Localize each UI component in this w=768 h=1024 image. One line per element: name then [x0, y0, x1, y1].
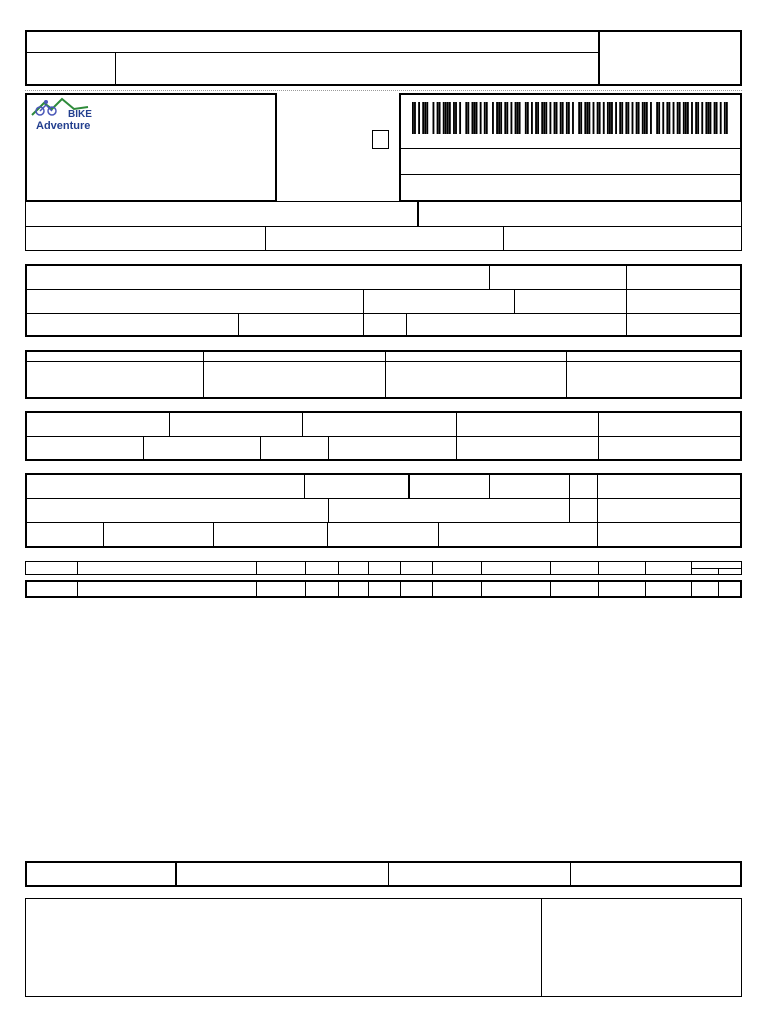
barcode-bar: [701, 102, 703, 134]
items-header-subline: [691, 568, 742, 569]
barcode-bar: [418, 102, 420, 134]
barcode-bar: [658, 102, 660, 134]
barcode-bar: [572, 102, 574, 134]
block-a-v1: [489, 264, 490, 289]
barcode-bar: [638, 102, 640, 134]
barcode-bar: [666, 102, 668, 134]
items-column-divider: [481, 580, 482, 598]
barcode-bar: [609, 102, 611, 134]
barcode-bar: [720, 102, 722, 134]
footer-notes-box: [25, 898, 742, 997]
barcode-bar: [673, 102, 675, 134]
items-column-divider: [256, 561, 257, 575]
barcode-bar: [484, 102, 486, 134]
items-column-divider: [400, 561, 401, 575]
barcode-bar: [465, 102, 467, 134]
barcode-bar: [656, 102, 658, 134]
barcode-bar: [724, 102, 726, 134]
barcode-bar: [545, 102, 547, 134]
items-column-divider: [432, 580, 433, 598]
block-a-line-1: [25, 289, 742, 290]
header-row-line: [25, 52, 599, 53]
items-header-row: [25, 561, 742, 575]
barcode-bar: [474, 102, 476, 134]
barcode-bar: [543, 102, 545, 134]
barcode-bar: [467, 102, 469, 134]
block-b-v1: [203, 350, 204, 399]
barcode-bar: [599, 102, 601, 134]
block-c-v2: [302, 411, 303, 436]
footer-v2: [388, 861, 389, 887]
barcode-bar: [603, 102, 605, 134]
barcode-bar: [691, 102, 693, 134]
barcode-bar: [726, 102, 728, 134]
items-column-divider: [598, 580, 599, 598]
barcode-bar: [541, 102, 543, 134]
block-a-v6: [363, 313, 364, 337]
barcode-bar: [525, 102, 527, 134]
barcode-bar: [677, 102, 679, 134]
barcode-bar: [588, 102, 590, 134]
items-column-divider: [645, 580, 646, 598]
barcode-bar: [642, 102, 644, 134]
footer-v3: [570, 861, 571, 887]
barcode-bar: [625, 102, 627, 134]
barcode-bar: [705, 102, 707, 134]
separator-line: [25, 90, 742, 91]
company-logo: [30, 95, 92, 135]
block-a-v5: [238, 313, 239, 337]
barcode-bar: [578, 102, 580, 134]
barcode-bar: [498, 102, 500, 134]
block-a-v4: [514, 289, 515, 313]
barcode-row-line-2: [399, 174, 742, 175]
barcode-bar: [621, 102, 623, 134]
barcode-bar: [472, 102, 474, 134]
header-box: [25, 30, 742, 86]
items-column-divider: [432, 561, 433, 575]
barcode-bar: [611, 102, 613, 134]
barcode-bar: [447, 102, 449, 134]
barcode-bar: [449, 102, 451, 134]
barcode-bar: [714, 102, 716, 134]
barcode-bar: [687, 102, 689, 134]
barcode-bar: [459, 102, 461, 134]
items-column-divider: [400, 580, 401, 598]
block-a-line-2: [25, 313, 742, 314]
footer-notes-divider: [541, 898, 542, 997]
items-column-divider: [305, 561, 306, 575]
barcode-bar: [646, 102, 648, 134]
header-sub-divider: [115, 52, 116, 86]
barcode-row-line-1: [399, 148, 742, 149]
barcode-bar: [584, 102, 586, 134]
barcode-bar: [662, 102, 664, 134]
block-d-v7: [103, 522, 104, 548]
barcode-bar: [619, 102, 621, 134]
block-d-v2: [408, 473, 410, 498]
barcode-bar: [568, 102, 570, 134]
barcode-bar: [554, 102, 556, 134]
barcode-bar: [453, 102, 455, 134]
barcode-bar: [644, 102, 646, 134]
block-b-v3: [566, 350, 567, 399]
block-c-line: [25, 436, 742, 437]
barcode-bar: [562, 102, 564, 134]
block-d-v8: [213, 522, 214, 548]
barcode-bar: [615, 102, 617, 134]
barcode-bar: [597, 102, 599, 134]
block-d-v1: [304, 473, 305, 498]
block-a: [25, 264, 742, 337]
block-d: [25, 473, 742, 548]
items-column-divider: [481, 561, 482, 575]
barcode-bar: [695, 102, 697, 134]
items-column-divider: [550, 580, 551, 598]
barcode-bar: [445, 102, 447, 134]
items-row: [25, 580, 742, 598]
barcode-bar: [519, 102, 521, 134]
barcode-bar: [515, 102, 517, 134]
items-column-divider: [645, 561, 646, 575]
items-column-divider: [77, 561, 78, 575]
barcode-bar: [527, 102, 529, 134]
barcode-bar: [492, 102, 494, 134]
items-column-divider: [598, 561, 599, 575]
block-b-v2: [385, 350, 386, 399]
barcode-bar: [650, 102, 652, 134]
barcode-bar: [510, 102, 512, 134]
items-column-divider: [77, 580, 78, 598]
barcode-bar: [439, 102, 441, 134]
barcode-bar: [668, 102, 670, 134]
info-row-2-divider-1: [265, 226, 266, 251]
items-column-divider: [338, 561, 339, 575]
items-column-divider: [691, 580, 692, 598]
items-column-divider: [691, 561, 692, 575]
barcode-bar: [710, 102, 712, 134]
barcode-bar: [422, 102, 424, 134]
items-column-divider: [550, 561, 551, 575]
items-column-divider: [368, 580, 369, 598]
barcode-bar: [566, 102, 568, 134]
info-row-1: [25, 201, 742, 227]
barcode-bar: [486, 102, 488, 134]
barcode-bar: [560, 102, 562, 134]
barcode-bar: [517, 102, 519, 134]
checkbox[interactable]: [372, 130, 389, 149]
barcode-bar: [500, 102, 502, 134]
barcode-bar: [506, 102, 508, 134]
block-d-v3: [489, 473, 490, 498]
barcode-bar: [537, 102, 539, 134]
block-d-v6: [328, 498, 329, 522]
barcode-bar: [549, 102, 551, 134]
block-c-v7: [328, 436, 329, 461]
block-c-v6: [260, 436, 261, 461]
block-c-v4: [598, 411, 599, 461]
block-d-v4: [569, 473, 570, 522]
items-column-divider: [256, 580, 257, 598]
barcode-bar: [424, 102, 426, 134]
block-a-v2: [626, 264, 627, 337]
barcode-bar: [437, 102, 439, 134]
footer-v1: [175, 861, 177, 887]
barcode-bar: [531, 102, 533, 134]
items-column-divider: [368, 561, 369, 575]
logo-text-bike: BIKE: [68, 109, 92, 120]
block-a-v7: [406, 313, 407, 337]
barcode-bar: [683, 102, 685, 134]
block-b: [25, 350, 742, 399]
barcode-bar: [535, 102, 537, 134]
barcode-bar: [443, 102, 445, 134]
info-row-1-divider: [417, 201, 419, 227]
info-row-2: [25, 226, 742, 251]
barcode-bar: [679, 102, 681, 134]
barcode-bar: [414, 102, 416, 134]
block-d-line-2: [25, 522, 742, 523]
block-d-v10: [438, 522, 439, 548]
barcode-bar: [707, 102, 709, 134]
block-d-line-1: [25, 498, 742, 499]
barcode-bar: [636, 102, 638, 134]
items-column-divider: [718, 568, 719, 575]
block-d-v5: [597, 473, 598, 548]
block-a-v3: [363, 289, 364, 313]
barcode-bar: [496, 102, 498, 134]
barcode: [412, 102, 728, 134]
barcode-bar: [627, 102, 629, 134]
barcode-bar: [593, 102, 595, 134]
barcode-bar: [556, 102, 558, 134]
barcode-bar: [476, 102, 478, 134]
barcode-bar: [716, 102, 718, 134]
footer-row: [25, 861, 742, 887]
block-b-line: [25, 361, 742, 362]
block-c-v3: [456, 411, 457, 461]
barcode-bar: [685, 102, 687, 134]
info-row-2-divider-2: [503, 226, 504, 251]
barcode-bar: [697, 102, 699, 134]
items-column-divider: [338, 580, 339, 598]
barcode-bar: [412, 102, 414, 134]
block-d-v9: [327, 522, 328, 548]
block-c-v5: [143, 436, 144, 461]
barcode-bar: [586, 102, 588, 134]
header-divider: [598, 30, 600, 86]
barcode-bar: [632, 102, 634, 134]
barcode-bar: [455, 102, 457, 134]
barcode-bar: [433, 102, 435, 134]
block-c-v1: [169, 411, 170, 436]
items-column-divider: [305, 580, 306, 598]
barcode-bar: [480, 102, 482, 134]
barcode-bar: [607, 102, 609, 134]
items-column-divider: [718, 580, 719, 598]
barcode-bar: [504, 102, 506, 134]
barcode-bar: [426, 102, 428, 134]
barcode-bar: [580, 102, 582, 134]
logo-text-adventure: Adventure: [36, 120, 91, 132]
